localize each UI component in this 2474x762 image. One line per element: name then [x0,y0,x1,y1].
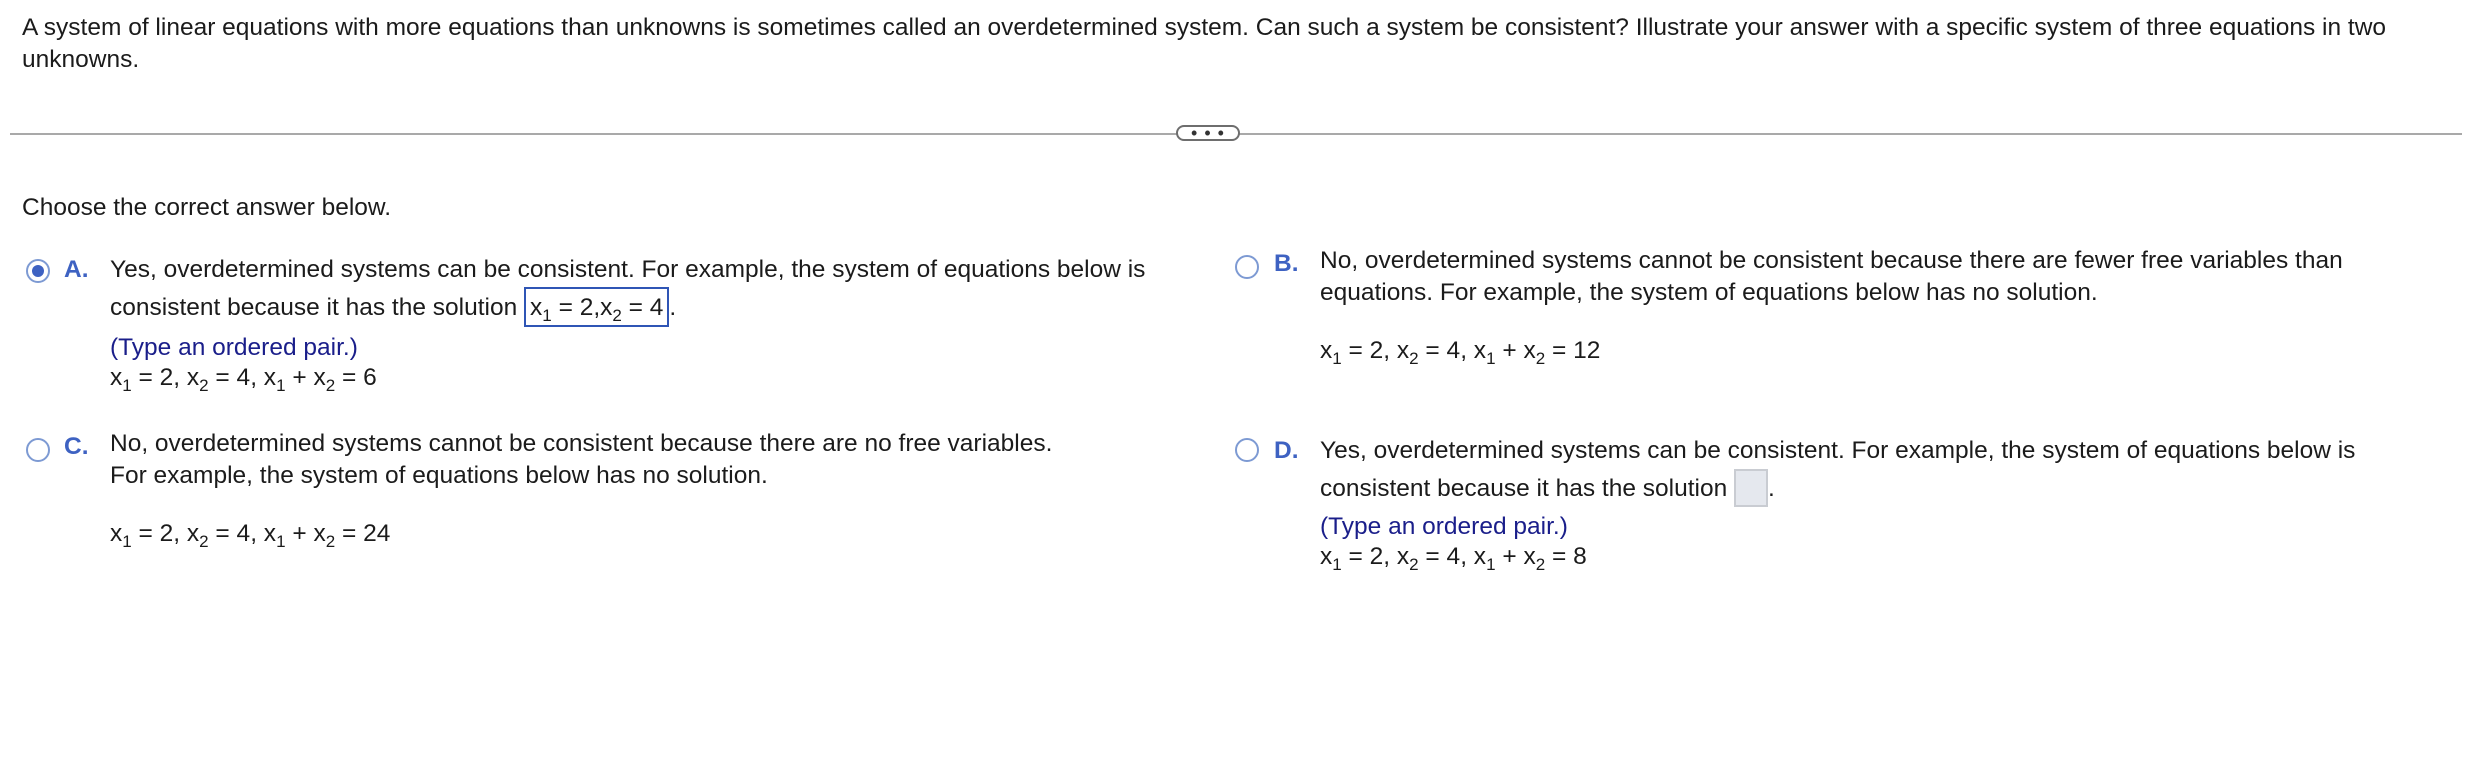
radio-option-b[interactable] [1235,255,1259,279]
option-c-text-line1: No, overdetermined systems cannot be consistent because there are no free variables. [110,430,1053,457]
option-a[interactable]: A. Yes, overdetermined systems can be consistent. For example, the system of equations below is consistent because it has the solution $x_1 = 2,x_2 = 4$ . (Type an ordered pair.) $x_1 = 2$, $x_2 = 4$, $x_1 + x_2 = 6$ [0,251,1230,411]
option-a-text-line2: consistent because it has the solution [110,294,518,321]
option-d[interactable]: D. Yes, overdetermined systems can be consistent. For example, the system of equations below is consistent because it has the solution . (Type an ordered pair.) $x_1 = 2$, $x_2 = 4$, $x_1 + x_2 = 8$ [1232,432,2472,592]
option-a-text-line1: Yes, overdetermined systems can be consistent. For example, the system of equations below is [110,256,1146,283]
option-a-letter: A. [64,256,89,283]
option-d-answer-box[interactable] [1734,469,1768,507]
option-c-letter: C. [64,433,89,460]
option-a-hint: (Type an ordered pair.) [110,334,358,361]
option-c-equation: $x_1 = 2$, $x_2 = 4$, $x_1 + x_2 = 24$ [110,520,391,551]
radio-option-d[interactable] [1235,438,1259,462]
option-d-letter: D. [1274,437,1299,464]
question-text: A system of linear equations with more equations than unknowns is sometimes called an overdetermined system. Can such a system be consistent? Illustrate your answer with a specific system of three equations in two unknowns. [22,14,2387,73]
option-d-hint: (Type an ordered pair.) [1320,513,1568,540]
more-options-button[interactable]: • • • [1176,125,1240,141]
option-b-letter: B. [1274,250,1299,277]
option-a-equation: $x_1 = 2$, $x_2 = 4$, $x_1 + x_2 = 6$ [110,364,377,395]
option-b-equation: $x_1 = 2$, $x_2 = 4$, $x_1 + x_2 = 12$ [1320,337,1601,368]
option-c-text-line2: For example, the system of equations below has no solution. [110,462,768,489]
radio-option-c[interactable] [26,438,50,462]
option-d-equation: $x_1 = 2$, $x_2 = 4$, $x_1 + x_2 = 8$ [1320,543,1587,574]
option-a-answer-box[interactable]: $x_1 = 2,x_2 = 4$ [524,287,669,327]
answer-prompt: Choose the correct answer below. [22,194,392,221]
option-b[interactable] [1232,247,2472,391]
option-c[interactable] [0,430,1230,574]
option-b-text-line2: equations. For example, the system of equations below has no solution. [1320,279,2098,306]
option-d-text-line2: consistent because it has the solution [1320,475,1728,502]
option-d-text-line1: Yes, overdetermined systems can be consistent. For example, the system of equations below is [1320,437,2356,464]
radio-option-a[interactable] [26,259,50,283]
option-b-text-line1: No, overdetermined systems cannot be consistent because there are fewer free variables than [1320,247,2343,274]
